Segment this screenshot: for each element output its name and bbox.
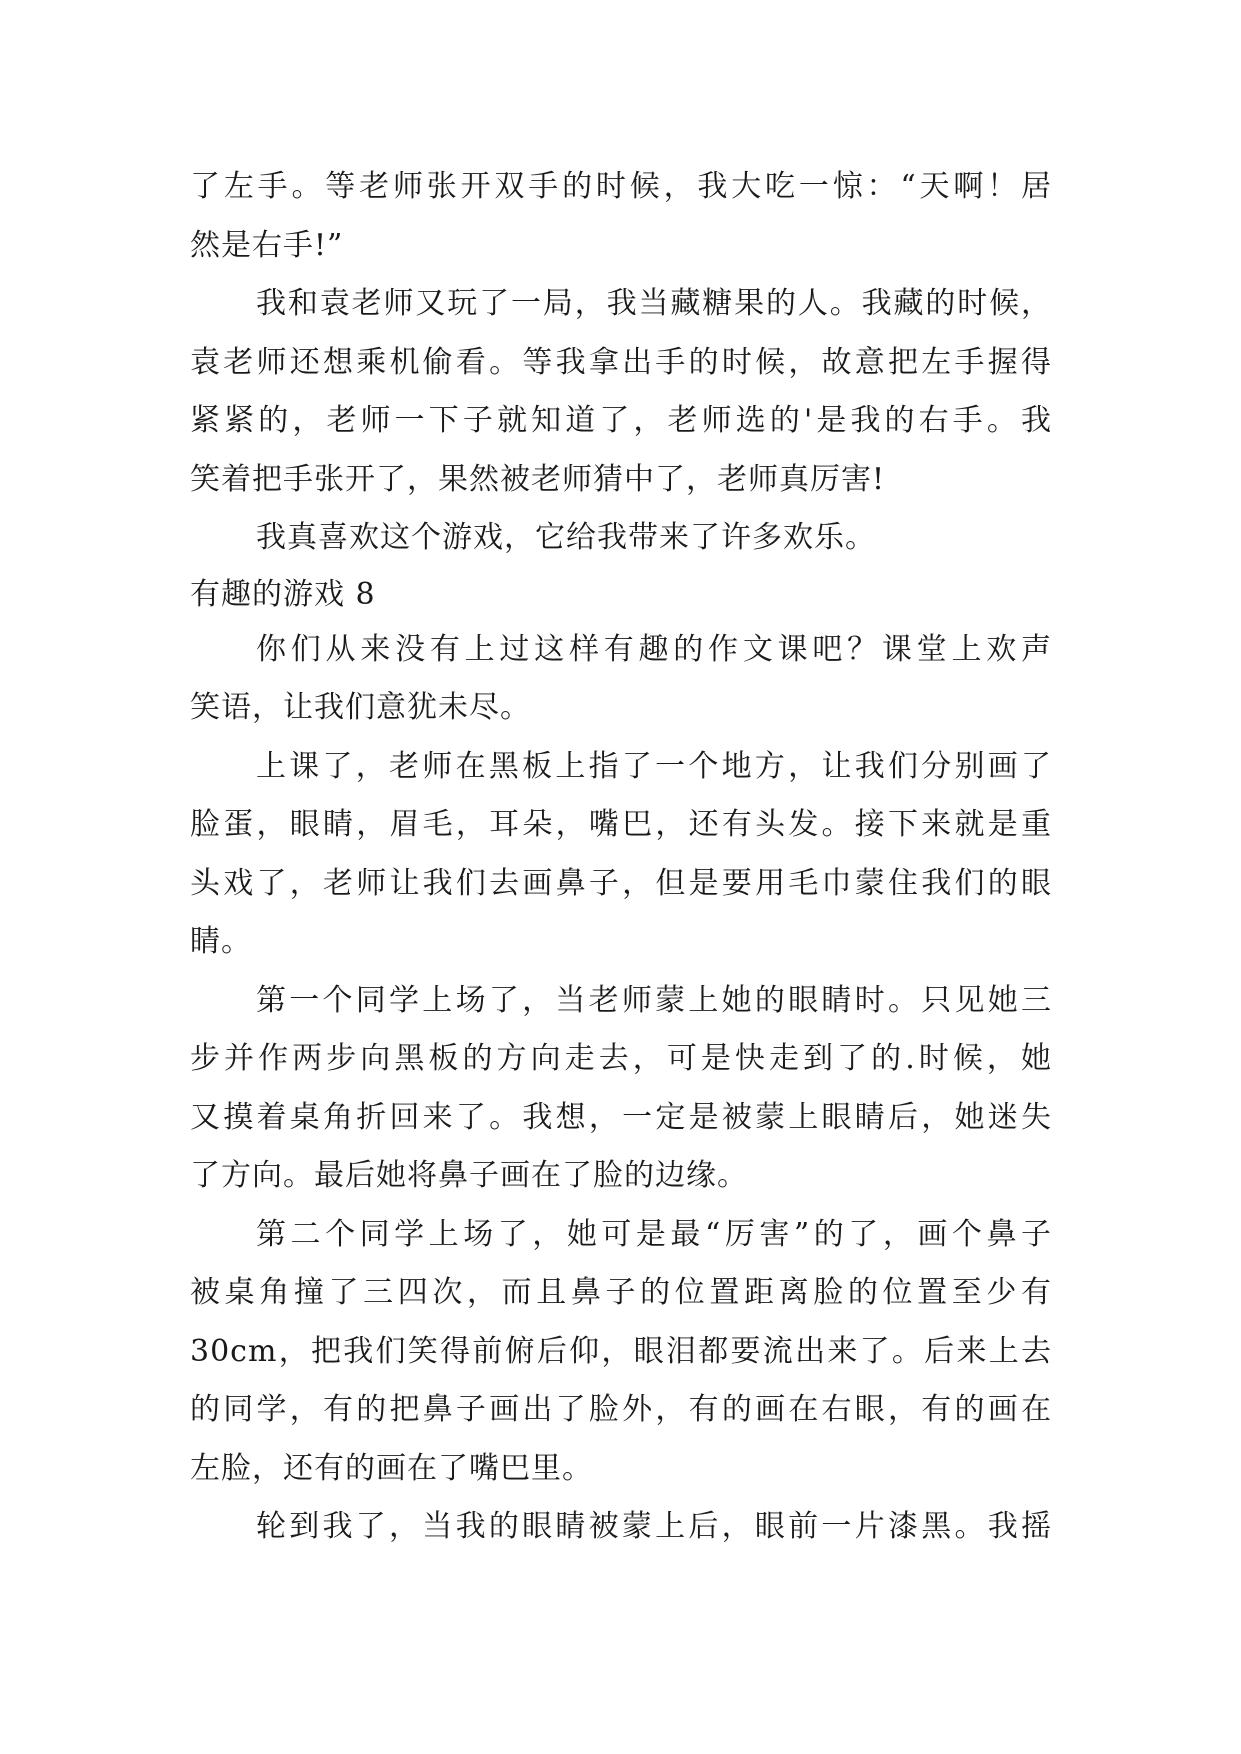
text-line: 笑着把手张开了，果然被老师猜中了，老师真厉害! (190, 461, 886, 497)
text-line: 袁老师还想乘机偷看。等我拿出手的时候，故意把左手握得 (190, 344, 1052, 380)
paragraph (190, 738, 1052, 972)
text-line: 被桌角撞了三四次，而且鼻子的位置距离脸的位置至少有 (190, 1275, 1052, 1310)
text-line: 笑语，让我们意犹未尽。 (190, 690, 531, 725)
section-title: 有趣的游戏 8 (190, 576, 376, 612)
text-line: 30cm，把我们笑得前俯后仰，眼泪都要流出来了。后来上去 (190, 1333, 1052, 1369)
document-body (190, 158, 1052, 1557)
paragraph (190, 158, 1052, 275)
text-line: 左脸，还有的画在了嘴巴里。 (190, 1450, 593, 1486)
text-line: 我真喜欢这个游戏，它给我带来了许多欢乐。 (256, 520, 876, 555)
paragraph (190, 1498, 1052, 1557)
paragraph (190, 972, 1052, 1206)
text-line: 第二个同学上场了，她可是最“厉害”的了，画个鼻子 (256, 1216, 1052, 1252)
text-line: 头戏了，老师让我们去画鼻子，但是要用毛巾蒙住我们的眼 (190, 865, 1052, 901)
text-line: 的同学，有的把鼻子画出了脸外，有的画在右眼，有的画在 (190, 1392, 1052, 1427)
text-line: 第一个同学上场了，当老师蒙上她的眼睛时。只见她三 (256, 982, 1052, 1018)
text-line: 然是右手!” (190, 227, 344, 263)
text-line: 上课了，老师在黑板上指了一个地方，让我们分别画了 (256, 748, 1052, 784)
text-line: 你们从来没有上过这样有趣的作文课吧？课堂上欢声 (256, 631, 1052, 667)
text-line: 脸蛋，眼睛，眉毛，耳朵，嘴巴，还有头发。接下来就是重 (190, 807, 1052, 842)
text-line: 轮到我了，当我的眼睛被蒙上后，眼前一片漆黑。我摇 (256, 1509, 1052, 1544)
paragraph (190, 509, 1052, 568)
text-line: 步并作两步向黑板的方向走去，可是快走到了的.时候，她 (190, 1041, 1052, 1076)
text-line: 紧紧的，老师一下子就知道了，老师选的'是我的右手。我 (190, 403, 1052, 438)
text-line: 又摸着桌角折回来了。我想，一定是被蒙上眼睛后，她迷失 (190, 1099, 1052, 1135)
paragraph (190, 621, 1052, 738)
text-line: 了左手。等老师张开双手的时候，我大吃一惊：“天啊！居 (190, 169, 1052, 204)
paragraph (190, 275, 1052, 509)
text-line: 了方向。最后她将鼻子画在了脸的边缘。 (190, 1158, 748, 1193)
paragraph (190, 1206, 1052, 1499)
text-line: 睛。 (190, 924, 252, 959)
text-line: 我和袁老师又玩了一局，我当藏糖果的人。我藏的时候， (256, 286, 1052, 321)
